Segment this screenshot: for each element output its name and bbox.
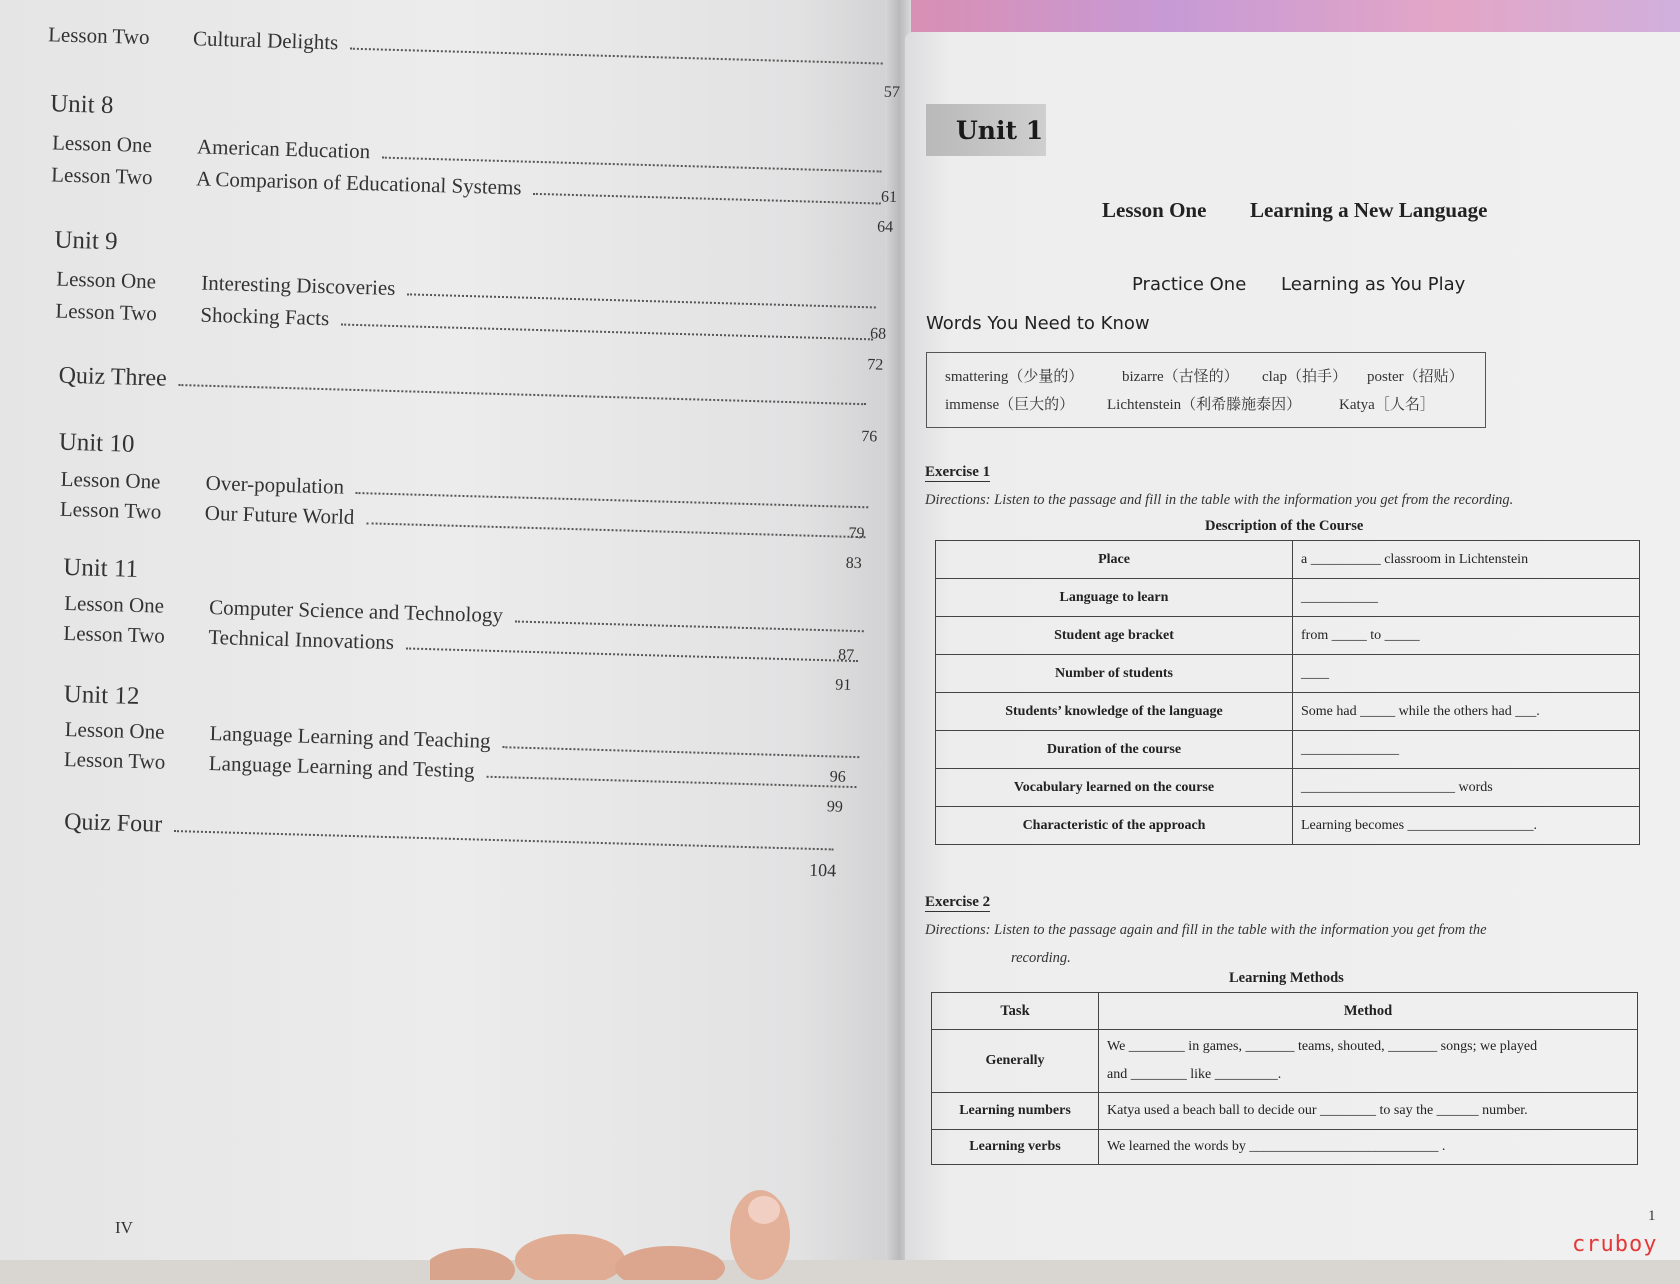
table-row	[936, 579, 1640, 617]
table-row	[936, 655, 1640, 693]
toc-page-number: 83	[845, 554, 862, 573]
unit-header	[926, 104, 1046, 156]
right-page-number: 1	[1648, 1208, 1656, 1224]
toc-leader-dots	[341, 324, 873, 341]
toc-lesson-number: Lesson One	[64, 716, 165, 744]
table-label-cell: Characteristic of the approach	[936, 807, 1293, 845]
toc-lesson-title: Language Learning and Testing	[208, 751, 475, 783]
table-header-row	[932, 993, 1638, 1030]
toc-page-number: 61	[880, 188, 898, 206]
toc-unit-heading: Unit 8	[49, 90, 114, 120]
table-row	[932, 1030, 1638, 1093]
toc-lesson-title: Cultural Delights	[192, 26, 339, 55]
toc-unit-heading: Unit 11	[62, 553, 139, 583]
toc-lesson-number: Lesson One	[60, 466, 161, 494]
toc-leader-dots	[515, 620, 864, 632]
toc-page-number: 91	[835, 676, 852, 694]
fill-in-cell[interactable]: a __________ classroom in Lichtenstein	[1293, 541, 1640, 579]
toc-unit-heading: Unit 12	[63, 680, 140, 711]
vocabulary-word: Lichtenstein（利希滕施泰因）	[1107, 397, 1302, 413]
toc-page-number: 96	[829, 768, 846, 786]
words-heading: Words You Need to Know	[926, 313, 1150, 334]
table-row	[936, 617, 1640, 655]
toc-lesson-number: Lesson One	[56, 266, 157, 294]
vocabulary-word: poster（招贴）	[1367, 369, 1464, 385]
fill-in-cell[interactable]: ______________	[1293, 731, 1640, 769]
table-row	[936, 807, 1640, 845]
fill-in-cell[interactable]: ____	[1293, 655, 1640, 693]
vocabulary-word: immense（巨大的）	[945, 397, 1075, 413]
toc-lesson-title: Shocking Facts	[200, 302, 330, 331]
toc-lesson-title: A Comparison of Educational Systems	[195, 166, 522, 200]
practice-title: Learning as You Play	[1281, 274, 1466, 295]
table-row	[936, 693, 1640, 731]
table-label-cell: Number of students	[936, 655, 1293, 693]
toc-lesson-title: American Education	[196, 134, 371, 164]
table-label-cell: Language to learn	[936, 579, 1293, 617]
lesson-label: Lesson One	[1102, 198, 1207, 222]
table-label-cell: Student age bracket	[936, 617, 1293, 655]
toc-lesson-number: Lesson Two	[59, 496, 162, 524]
toc-lesson-number: Lesson Two	[47, 22, 150, 50]
toc-leader-dots	[406, 647, 858, 662]
table-row	[936, 541, 1640, 579]
vocabulary-box	[926, 352, 1486, 428]
toc-lesson-number: Lesson One	[51, 130, 153, 158]
toc-leader-dots	[366, 522, 865, 538]
table-row	[936, 769, 1640, 807]
fill-in-line: Katya used a beach ball to decide our ________ to say the ______ number.	[1107, 1103, 1528, 1118]
toc-page-number: 76	[861, 428, 878, 446]
toc-entry[interactable]	[48, 22, 884, 75]
course-table-caption: Description of the Course	[1205, 518, 1364, 534]
table-row	[932, 1093, 1638, 1130]
exercise-2-directions-continued: recording.	[1011, 950, 1071, 966]
table-label-cell: Duration of the course	[936, 731, 1293, 769]
toc-page-number: 104	[808, 859, 837, 881]
table-row	[936, 731, 1640, 769]
toc-lesson-number: Lesson Two	[55, 298, 158, 326]
exercise-2-heading: Exercise 2	[925, 894, 991, 910]
toc-page-number: 72	[867, 356, 884, 374]
exercise-2-directions: Directions: Listen to the passage again and fill in the table with the information you get from the	[925, 922, 1487, 938]
toc-page-number: 68	[869, 325, 887, 343]
toc-unit-heading: Unit 10	[58, 428, 135, 458]
toc-quiz-entry[interactable]	[64, 809, 835, 862]
toc-page-number: 64	[876, 218, 894, 236]
fill-in-cell[interactable]: Learning becomes __________________.	[1293, 807, 1640, 845]
toc-leader-dots	[502, 746, 859, 758]
fill-in-line: We ________ in games, _______ teams, shouted, _______ songs; we played	[1107, 1039, 1538, 1054]
table-label-cell: Students’ knowledge of the language	[936, 693, 1293, 731]
toc-leader-dots	[174, 830, 834, 850]
toc-page-number: 57	[883, 83, 901, 102]
left-page-number: IV	[115, 1218, 133, 1237]
toc-leader-dots	[356, 492, 868, 508]
toc-lesson-number: Lesson Two	[63, 620, 166, 648]
lesson-title: Learning a New Language	[1250, 198, 1488, 222]
fill-in-cell[interactable]: from _____ to _____	[1293, 617, 1640, 655]
table-row	[932, 1130, 1638, 1165]
table-header-method: Method	[1099, 993, 1638, 1030]
methods-table-caption: Learning Methods	[1229, 970, 1344, 986]
toc-lesson-title: Computer Science and Technology	[208, 594, 504, 628]
toc-leader-dots	[350, 48, 883, 65]
toc-leader-dots	[382, 157, 882, 173]
table-label-cell: Place	[936, 541, 1293, 579]
toc-leader-dots	[486, 776, 856, 788]
toc-leader-dots	[407, 293, 876, 308]
exercise-1-heading: Exercise 1	[925, 464, 991, 480]
toc-page-number: 87	[837, 646, 855, 664]
toc-lesson-number: Lesson Two	[50, 162, 153, 190]
toc-lesson-title: Over-population	[205, 470, 345, 499]
exercise-1-directions: Directions: Listen to the passage and fill in the table with the information you get from the recording.	[925, 492, 1514, 508]
toc-lesson-number: Lesson Two	[63, 746, 166, 774]
toc-lesson-title: Technical Innovations	[208, 624, 395, 655]
fill-in-cell[interactable]: ______________________ words	[1293, 769, 1640, 807]
toc-lesson-title: Our Future World	[204, 500, 355, 529]
vocabulary-word: smattering（少量的）	[945, 369, 1084, 385]
vocabulary-word: Katya［人名］	[1339, 397, 1435, 413]
toc-lesson-number: Lesson One	[63, 590, 165, 618]
fill-in-line: and ________ like _________.	[1107, 1067, 1282, 1082]
fill-in-line: We learned the words by ___________________________ .	[1107, 1139, 1446, 1154]
toc-leader-dots	[533, 193, 880, 205]
table-header-task: Task	[932, 993, 1099, 1030]
watermark-text: cruboy	[1572, 1232, 1658, 1257]
toc-unit-heading: Unit 9	[54, 226, 118, 256]
vocabulary-word: bizarre（古怪的）	[1122, 369, 1239, 385]
toc-lesson-title: Interesting Discoveries	[200, 270, 396, 301]
toc-quiz-title: Quiz Three	[58, 362, 168, 392]
course-description-table	[935, 540, 1640, 845]
vocabulary-word: clap（拍手）	[1262, 369, 1347, 385]
fill-in-cell[interactable]: ___________	[1293, 579, 1640, 617]
toc-page-number: 99	[826, 798, 844, 816]
practice-label: Practice One	[1132, 274, 1247, 295]
table-label-cell: Learning verbs	[932, 1130, 1099, 1165]
table-label-cell: Learning numbers	[932, 1093, 1099, 1130]
fill-in-cell[interactable]	[1099, 1030, 1638, 1093]
fill-in-cell[interactable]: Some had _____ while the others had ___.	[1293, 693, 1640, 731]
toc-quiz-title: Quiz Four	[63, 808, 163, 838]
fill-in-cell[interactable]	[1099, 1093, 1638, 1130]
table-label-cell: Generally	[932, 1030, 1099, 1093]
toc-lesson-title: Language Learning and Teaching	[209, 721, 491, 753]
learning-methods-table	[931, 992, 1638, 1165]
exercise-page	[905, 32, 1680, 1260]
unit-title: Unit 1	[956, 116, 1044, 145]
table-label-cell: Vocabulary learned on the course	[936, 769, 1293, 807]
toc-page-number: 79	[848, 524, 865, 543]
toc-quiz-entry[interactable]	[58, 363, 867, 418]
fill-in-cell[interactable]	[1099, 1130, 1638, 1165]
toc-leader-dots	[179, 384, 867, 405]
